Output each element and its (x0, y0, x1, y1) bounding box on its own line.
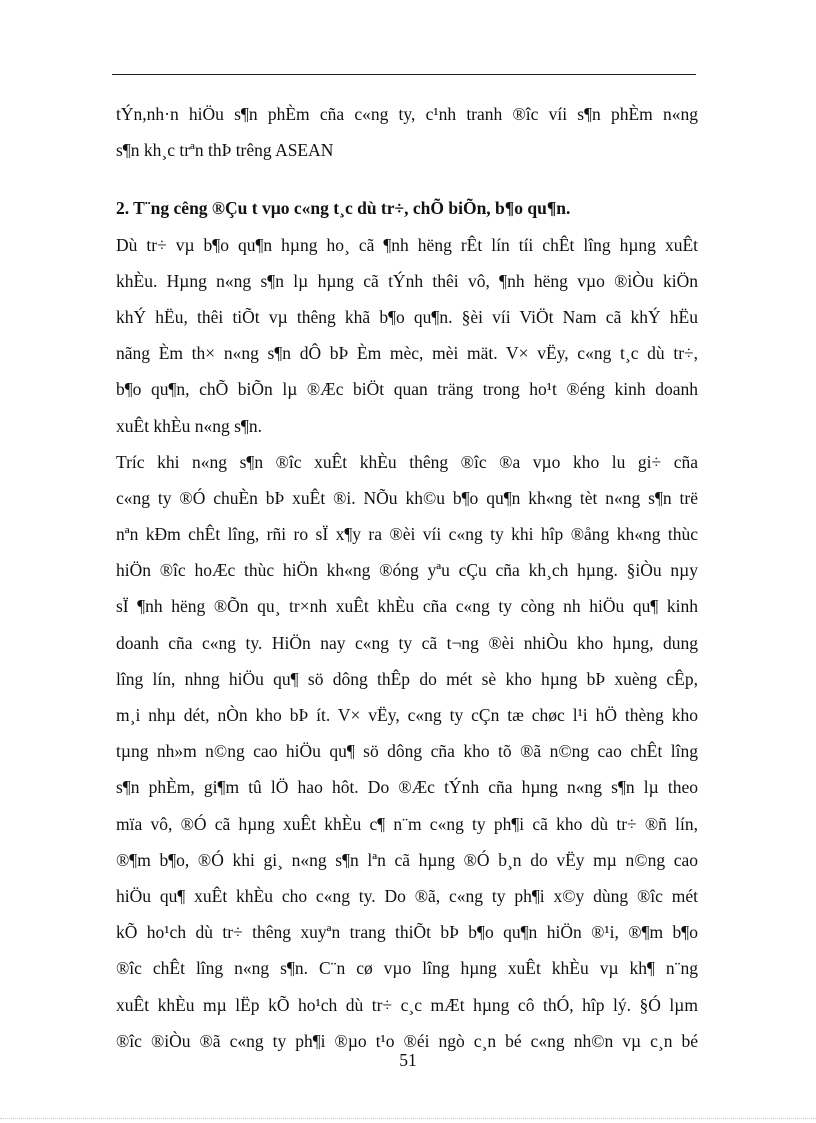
body-line: m¸i nhµ dét, nÒn kho bÞ ít. V× vËy, c«ng ty cÇn tæ chøc l¹i hÖ thèng kho (116, 705, 698, 725)
body-line: xuÊt khÈu mµ lËp kÕ ho¹ch dù tr÷ c¸c mÆt hµng cô thÓ, hîp lý. §Ó lµm (116, 994, 698, 1015)
page-bottom-dotted-border (0, 1118, 816, 1119)
body-line: b¶o qu¶n, chÕ biÕn lµ ®Æc biÖt quan träng trong ho¹t ®éng kinh doanh (116, 379, 698, 400)
section-spacer (116, 168, 698, 190)
body-line: doanh cña c«ng ty. HiÖn nay c«ng ty cã t¬ng ®èi nhiÒu kho hµng, dung (116, 632, 698, 653)
section-heading: 2. T¨ng cêng ®Çu t vµo c«ng t¸c dù tr÷, chÕ biÕn, b¶o qu¶n. (116, 198, 571, 219)
page-number: 51 (399, 1050, 417, 1070)
body-line: c«ng ty ®Ó chuÈn bÞ xuÊt ®i. NÕu kh©u b¶o qu¶n kh«ng tèt n«ng s¶n trë (116, 487, 698, 508)
body-line: xuÊt khÈu n«ng s¶n. (116, 415, 262, 436)
body-line: tµng nh»m n©ng cao hiÖu qu¶ sö dông cña kho tõ ®ã n©ng cao chÊt lîng (116, 741, 698, 762)
header-rule (112, 74, 696, 75)
body-line: mïa vô, ®Ó cã hµng xuÊt khÈu c¶ n¨m c«ng ty ph¶i cã kho dù tr÷ ®ñ lín, (116, 813, 698, 834)
body-line: nªn kÐm chÊt lîng, rñi ro sÏ x¶y ra ®èi víi c«ng ty khi hîp ®ång kh«ng thùc (116, 524, 698, 545)
body-line: khÝ hËu, thêi tiÕt vµ thêng khã b¶o qu¶n. §èi víi ViÖt Nam cã khÝ hËu (116, 306, 698, 327)
page-content (116, 96, 698, 1059)
body-line: kÕ ho¹ch dù tr÷ thêng xuyªn trang thiÕt bÞ b¶o qu¶n hiÖn ®¹i, ®¶m b¶o (116, 922, 698, 943)
body-line: nãng Èm th× n«ng s¶n dÔ bÞ Èm mèc, mèi mät. V× vËy, c«ng t¸c dù tr÷, (116, 343, 698, 364)
body-line: ®îc ®iÒu ®ã c«ng ty ph¶i ®µo t¹o ®éi ngò c¸n bé c«ng nh©n vµ c¸n bé (116, 1030, 698, 1051)
body-line: s¶n kh¸c trªn thÞ trêng ASEAN (116, 140, 334, 161)
body-line: tÝn,nh·n hiÖu s¶n phÈm cña c«ng ty, c¹nh tranh ®îc víi s¶n phÈm n«ng (116, 104, 698, 124)
body-line: lîng lín, nhng hiÖu qu¶ sö dông thÊp do mét sè kho hµng bÞ xuèng cÊp, (116, 668, 698, 689)
body-line: khÈu. Hµng n«ng s¶n lµ hµng cã tÝnh thêi vô, ¶nh hëng vµo ®iÒu kiÖn (116, 270, 698, 291)
body-line: hiÖu qu¶ xuÊt khÈu cho c«ng ty. Do ®ã, c«ng ty ph¶i x©y dùng ®îc mét (116, 885, 698, 906)
body-line: sÏ ¶nh hëng ®Õn qu¸ tr×nh xuÊt khÈu cña c«ng ty còng nh hiÖu qu¶ kinh (116, 596, 698, 617)
body-line: ®îc chÊt lîng n«ng s¶n. C¨n cø vµo lîng hµng xuÊt khÈu vµ kh¶ n¨ng (116, 958, 698, 979)
body-line: s¶n phÈm, gi¶m tû lÖ hao hôt. Do ®Æc tÝnh cña hµng n«ng s¶n lµ theo (116, 777, 698, 798)
body-line: ®¶m b¶o, ®Ó khi gi¸ n«ng s¶n lªn cã hµng ®Ó b¸n do vËy mµ n©ng cao (116, 849, 698, 870)
body-line: hiÖn ®îc hoÆc thùc hiÖn kh«ng ®óng yªu cÇu cña kh¸ch hµng. §iÒu nµy (116, 560, 698, 581)
body-line: Tríc khi n«ng s¶n ®îc xuÊt khÈu thêng ®îc ®a vµo kho lu gi÷ cña (116, 451, 698, 472)
body-line: Dù tr÷ vµ b¶o qu¶n hµng ho¸ cã ¶nh hëng rÊt lín tíi chÊt lîng hµng xuÊt (116, 234, 698, 255)
